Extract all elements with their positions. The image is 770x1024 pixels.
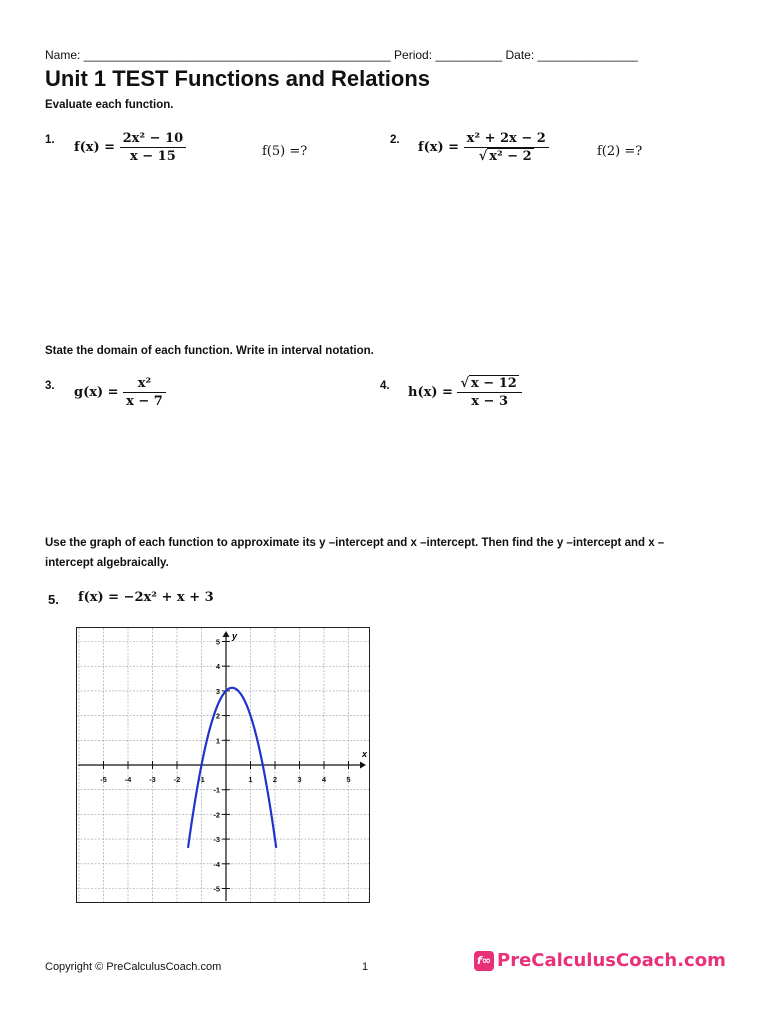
- period-label: Period:: [394, 48, 433, 62]
- name-label: Name:: [45, 48, 81, 62]
- x-tick-label: -5: [100, 775, 107, 784]
- x-tick-label: 3: [297, 775, 302, 784]
- q3-numerator: x²: [123, 376, 166, 393]
- x-tick-label: -3: [149, 775, 156, 784]
- y-tick-label: 2: [215, 711, 220, 721]
- q1-denominator: x − 15: [129, 149, 176, 164]
- q2-denominator-radicand: x² − 2: [489, 149, 532, 164]
- x-tick-label: 5: [346, 775, 351, 784]
- section3-instruction-line2: intercept algebraically.: [45, 557, 169, 569]
- q1-function: [74, 131, 186, 164]
- q1-lhs: f(x) =: [74, 140, 116, 155]
- q1-number: 1.: [45, 134, 55, 146]
- x-tick-label: 2: [272, 775, 278, 784]
- q5-equation: f(x) = −2x² + x + 3: [78, 590, 214, 605]
- footer-copyright: Copyright © PreCalculusCoach.com: [45, 961, 222, 973]
- date-label: Date:: [505, 48, 535, 62]
- y-tick-label: -4: [213, 859, 220, 869]
- q4-denominator: x − 3: [471, 394, 509, 409]
- q4-fraction: [457, 376, 521, 409]
- section3-instruction-line1: Use the graph of each function to approximate its y –intercept and x –intercept. Then find the y –intercept and x –: [45, 537, 665, 549]
- q4-number: 4.: [380, 380, 390, 392]
- date-blank[interactable]: _______________: [537, 48, 638, 62]
- y-tick-label: 5: [215, 637, 220, 647]
- logo-text: PreCalculusCoach.com: [497, 950, 726, 971]
- y-tick-label: 3: [215, 686, 220, 696]
- logo-mark-icon: f∞: [474, 951, 494, 971]
- q4-numerator-radicand: x − 12: [471, 376, 517, 391]
- section1-instruction: Evaluate each function.: [45, 99, 174, 111]
- q3-number: 3.: [45, 380, 55, 392]
- q2-numerator: x² + 2x − 2: [464, 131, 549, 148]
- x-tick-label: -2: [173, 775, 181, 784]
- q2-question: f(2) =?: [597, 144, 643, 159]
- q3-denominator: x − 7: [126, 394, 163, 409]
- name-blank[interactable]: ______________________________________________: [83, 48, 391, 62]
- q4-lhs: h(x) =: [408, 385, 453, 400]
- footer-page-number: 1: [362, 961, 369, 973]
- q2-function: [418, 131, 549, 164]
- q1-question: f(5) =?: [262, 144, 308, 159]
- q1-fraction: [120, 131, 187, 164]
- period-blank[interactable]: __________: [435, 48, 503, 62]
- q3-lhs: g(x) =: [74, 385, 119, 400]
- q4-function: [408, 376, 522, 409]
- q2-denominator: √ x² − 2: [478, 149, 532, 164]
- y-tick-label: -5: [213, 884, 220, 894]
- q1-numerator: 2x² − 10: [120, 131, 187, 148]
- q2-lhs: f(x) =: [418, 140, 460, 155]
- y-tick-label: -3: [213, 835, 220, 845]
- function-graph: [76, 627, 370, 903]
- y-tick-label: 4: [215, 662, 220, 672]
- x-tick-label: 4: [321, 775, 327, 784]
- x-tick-label: -4: [124, 775, 132, 784]
- y-axis-label: y: [232, 631, 238, 641]
- q3-function: [74, 376, 166, 409]
- section2-instruction: State the domain of each function. Write in interval notation.: [45, 345, 374, 357]
- q4-numerator: √ x − 12: [457, 376, 521, 393]
- x-tick-label: 1: [248, 775, 253, 784]
- q5-number: 5.: [48, 592, 59, 607]
- brand-logo: [474, 950, 726, 971]
- page-title: Unit 1 TEST Functions and Relations: [45, 66, 431, 91]
- y-tick-label: -1: [213, 785, 220, 795]
- q2-fraction: [464, 131, 549, 164]
- x-axis-label: x: [362, 749, 368, 759]
- q3-fraction: [123, 376, 166, 409]
- q2-number: 2.: [390, 134, 400, 146]
- x-tick-label: -1: [198, 775, 205, 784]
- student-info-line: [45, 48, 638, 62]
- section3-instruction: [45, 533, 735, 573]
- y-tick-label: -2: [213, 810, 220, 820]
- y-tick-label: 1: [215, 736, 220, 746]
